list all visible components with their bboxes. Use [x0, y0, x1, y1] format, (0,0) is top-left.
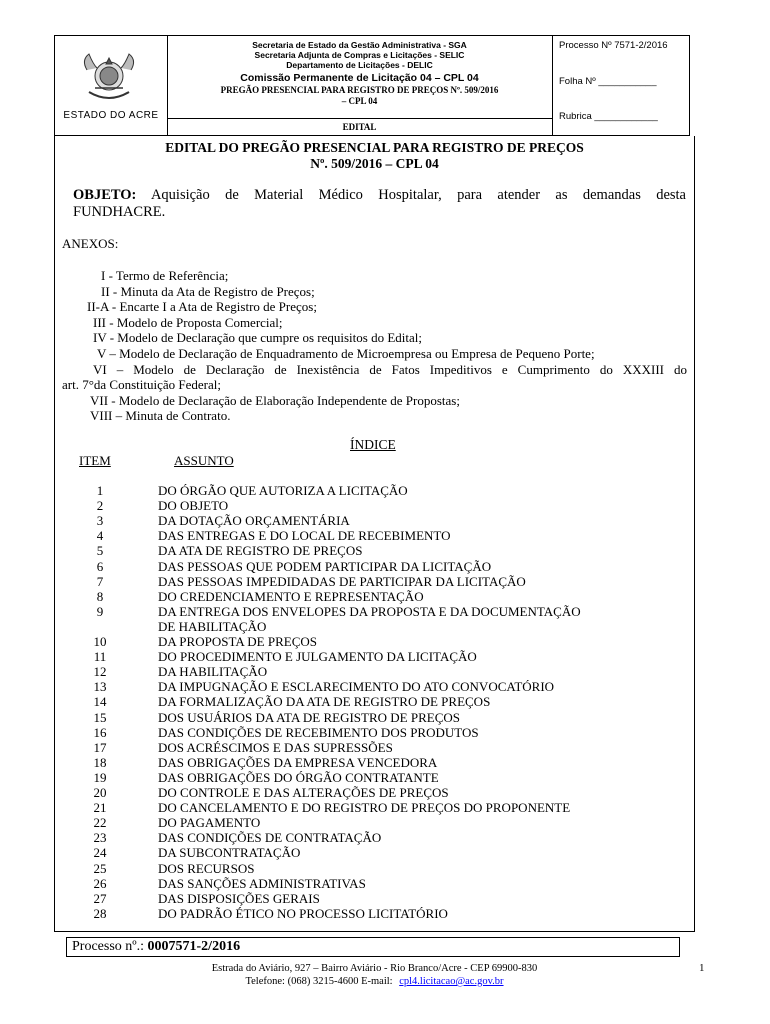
index-item-subject: DA FORMALIZAÇÃO DA ATA DE REGISTRO DE PREÇOS: [158, 694, 491, 710]
index-item-subject: DA PROPOSTA DE PREÇOS: [158, 634, 317, 649]
title-line-1: EDITAL DO PREGÃO PRESENCIAL PARA REGISTRO DE PREÇOS: [165, 140, 584, 155]
footer-address-block: [54, 962, 695, 988]
title-line-2: Nº. 509/2016 – CPL 04: [310, 156, 439, 171]
anexo-item: I - Termo de Referência;: [101, 268, 229, 283]
index-item-number: 5: [96, 543, 104, 559]
indice-title: ÍNDICE: [350, 437, 396, 452]
document-title: [54, 140, 695, 172]
state-seal-cell: [55, 36, 168, 135]
header-divider: [167, 118, 552, 119]
state-coat-of-arms-icon: [79, 50, 139, 106]
anexo-item: V – Modelo de Declaração de Enquadramento de Microempresa ou Empresa de Pequeno Porte;: [97, 345, 595, 361]
pregao-line-2: – CPL 04: [341, 96, 378, 106]
index-item-number: 24: [93, 845, 107, 861]
dept-line-2: Secretaria Adjunta de Compras e Licitações - SELIC: [254, 50, 465, 60]
footer-process-label: Processo nº.:: [72, 939, 145, 954]
index-item-number: 14: [93, 694, 107, 710]
anexo-item: art. 7°da Constituição Federal;: [62, 377, 221, 393]
index-item-number: 20: [93, 785, 107, 800]
anexo-item: VI – Modelo de Declaração de Inexistência de Fatos Impeditivos e Cumprimento do XXXIII do: [93, 361, 687, 377]
index-item-number: 21: [93, 800, 107, 816]
index-item-subject: DAS SANÇÕES ADMINISTRATIVAS: [158, 875, 366, 891]
index-item-subject: DAS DISPOSIÇÕES GERAIS: [158, 890, 320, 906]
index-item-number: 1: [96, 483, 104, 498]
index-item-number: 15: [93, 709, 107, 725]
footer-phone: Telefone: (068) 3215-4600 E-mail:: [245, 976, 393, 987]
index-item-number: 13: [93, 679, 107, 695]
index-item-number: 16: [93, 724, 107, 740]
index-item-subject: DO PROCEDIMENTO E JULGAMENTO DA LICITAÇÃO: [158, 649, 477, 665]
anexo-item: VIII – Minuta de Contrato.: [90, 408, 231, 424]
footer-process-box: [66, 937, 680, 957]
index-item-subject: DA SUBCONTRATAÇÃO: [158, 845, 301, 861]
index-item-number: 27: [93, 890, 107, 906]
anexo-item: IV - Modelo de Declaração que cumpre os requisitos do Edital;: [93, 330, 422, 346]
index-item-subject: DA DOTAÇÃO ORÇAMENTÁRIA: [158, 513, 350, 529]
objeto-text-2: FUNDHACRE.: [73, 204, 166, 220]
index-item-subject: DOS USUÁRIOS DA ATA DE REGISTRO DE PREÇOS: [158, 709, 460, 725]
dept-line-1: Secretaria de Estado da Gestão Administrativa - SGA: [252, 40, 467, 50]
anexo-item: II - Minuta da Ata de Registro de Preços;: [101, 283, 315, 299]
index-item-subject: DAS CONDIÇÕES DE RECEBIMENTO DOS PRODUTOS: [158, 724, 479, 740]
index-item-subject: DAS OBRIGAÇÕES DO ÓRGÃO CONTRATANTE: [158, 769, 439, 785]
index-item-number: 25: [93, 860, 107, 876]
index-item-number: 3: [96, 513, 104, 529]
index-item-number: 12: [93, 664, 107, 680]
document-header: [54, 35, 690, 136]
pregao-line-1: PREGÃO PRESENCIAL PARA REGISTRO DE PREÇOS Nº. 509/2016: [220, 85, 499, 95]
index-item-number: 6: [96, 558, 104, 574]
index-item-subject: DAS ENTREGAS E DO LOCAL DE RECEBIMENTO: [158, 528, 451, 544]
index-item-subject: DO OBJETO: [158, 498, 229, 514]
anexos-list: [0, 268, 700, 424]
anexos-label: ANEXOS:: [62, 236, 119, 251]
index-item-subject: DA HABILITAÇÃO: [158, 664, 268, 680]
index-item-number: 7: [96, 573, 104, 589]
index-item-subject: DO PAGAMENTO: [158, 815, 261, 831]
state-label: ESTADO DO ACRE: [63, 110, 159, 121]
index-item-number: 22: [93, 815, 107, 831]
index-item-number: 28: [93, 905, 107, 921]
index-item-subject: DAS OBRIGAÇÕES DA EMPRESA VENCEDORA: [158, 754, 438, 770]
index-item-number: 9: [96, 603, 104, 619]
index-item-number: 23: [93, 830, 107, 846]
index-item-subject: DO CANCELAMENTO E DO REGISTRO DE PREÇOS DO PROPONENTE: [158, 800, 571, 816]
objeto-paragraph: [73, 187, 686, 221]
col-item-header: ITEM: [79, 453, 111, 468]
objeto-text-1: Aquisição de Material Médico Hospitalar, para atender as demandas desta: [150, 187, 686, 203]
commission-name: Comissão Permanente de Licitação 04 – CPL 04: [240, 72, 479, 84]
index-table: [0, 483, 700, 928]
objeto-label: OBJETO:: [73, 187, 137, 203]
index-item-subject: DO CREDENCIAMENTO E REPRESENTAÇÃO: [158, 588, 424, 604]
index-item-number: 4: [96, 528, 104, 544]
anexo-item: III - Modelo de Proposta Comercial;: [93, 314, 283, 330]
index-item-subject: DOS RECURSOS: [158, 860, 255, 876]
index-item-subject: DO PADRÃO ÉTICO NO PROCESSO LICITATÓRIO: [158, 905, 448, 921]
index-item-subject-cont: DE HABILITAÇÃO: [158, 618, 267, 634]
index-item-number: 18: [93, 754, 107, 770]
index-item-number: 26: [93, 875, 107, 891]
index-item-subject: DA ENTREGA DOS ENVELOPES DA PROPOSTA E DA DOCUMENTAÇÃO: [158, 603, 581, 619]
index-item-subject: DA ATA DE REGISTRO DE PREÇOS: [158, 543, 363, 559]
header-process-cell: [552, 36, 689, 135]
process-number: Processo Nº 7571-2/2016: [559, 40, 668, 51]
index-item-subject: DO ÓRGÃO QUE AUTORIZA A LICITAÇÃO: [158, 483, 408, 498]
index-item-subject: DAS PESSOAS IMPEDIDADAS DE PARTICIPAR DA LICITAÇÃO: [158, 573, 526, 589]
index-item-number: 11: [93, 649, 107, 665]
page-number: 1: [699, 962, 705, 974]
index-item-subject: DAS CONDIÇÕES DE CONTRATAÇÃO: [158, 830, 382, 846]
edital-label: EDITAL: [342, 122, 377, 132]
anexo-item: II-A - Encarte I a Ata de Registro de Preços;: [87, 299, 317, 315]
footer-address: Estrada do Aviário, 927 – Bairro Aviário - Rio Branco/Acre - CEP 69900-830: [211, 963, 538, 974]
footer-process-value: 0007571-2/2016: [147, 939, 241, 954]
index-item-subject: DOS ACRÉSCIMOS E DAS SUPRESSÕES: [158, 739, 393, 755]
index-item-subject: DAS PESSOAS QUE PODEM PARTICIPAR DA LICITAÇÃO: [158, 558, 492, 574]
col-assunto-header: ASSUNTO: [174, 453, 234, 468]
index-item-number: 10: [93, 634, 107, 649]
rubrica-field: Rubrica ____________: [559, 111, 658, 122]
footer-email-link[interactable]: cpl4.licitacao@ac.gov.br: [399, 976, 504, 987]
header-title-cell: [167, 36, 553, 135]
anexo-item: VII - Modelo de Declaração de Elaboração Independente de Propostas;: [90, 392, 460, 408]
index-item-subject: DO CONTROLE E DAS ALTERAÇÕES DE PREÇOS: [158, 785, 449, 800]
index-item-number: 19: [93, 769, 107, 785]
index-item-number: 2: [96, 498, 104, 514]
index-item-subject: DA IMPUGNAÇÃO E ESCLARECIMENTO DO ATO CONVOCATÓRIO: [158, 679, 555, 695]
folha-field: Folha Nº ___________: [559, 76, 657, 87]
dept-line-3: Departamento de Licitações - DELIC: [286, 60, 433, 70]
index-item-number: 17: [93, 739, 107, 755]
index-item-number: 8: [96, 588, 104, 604]
